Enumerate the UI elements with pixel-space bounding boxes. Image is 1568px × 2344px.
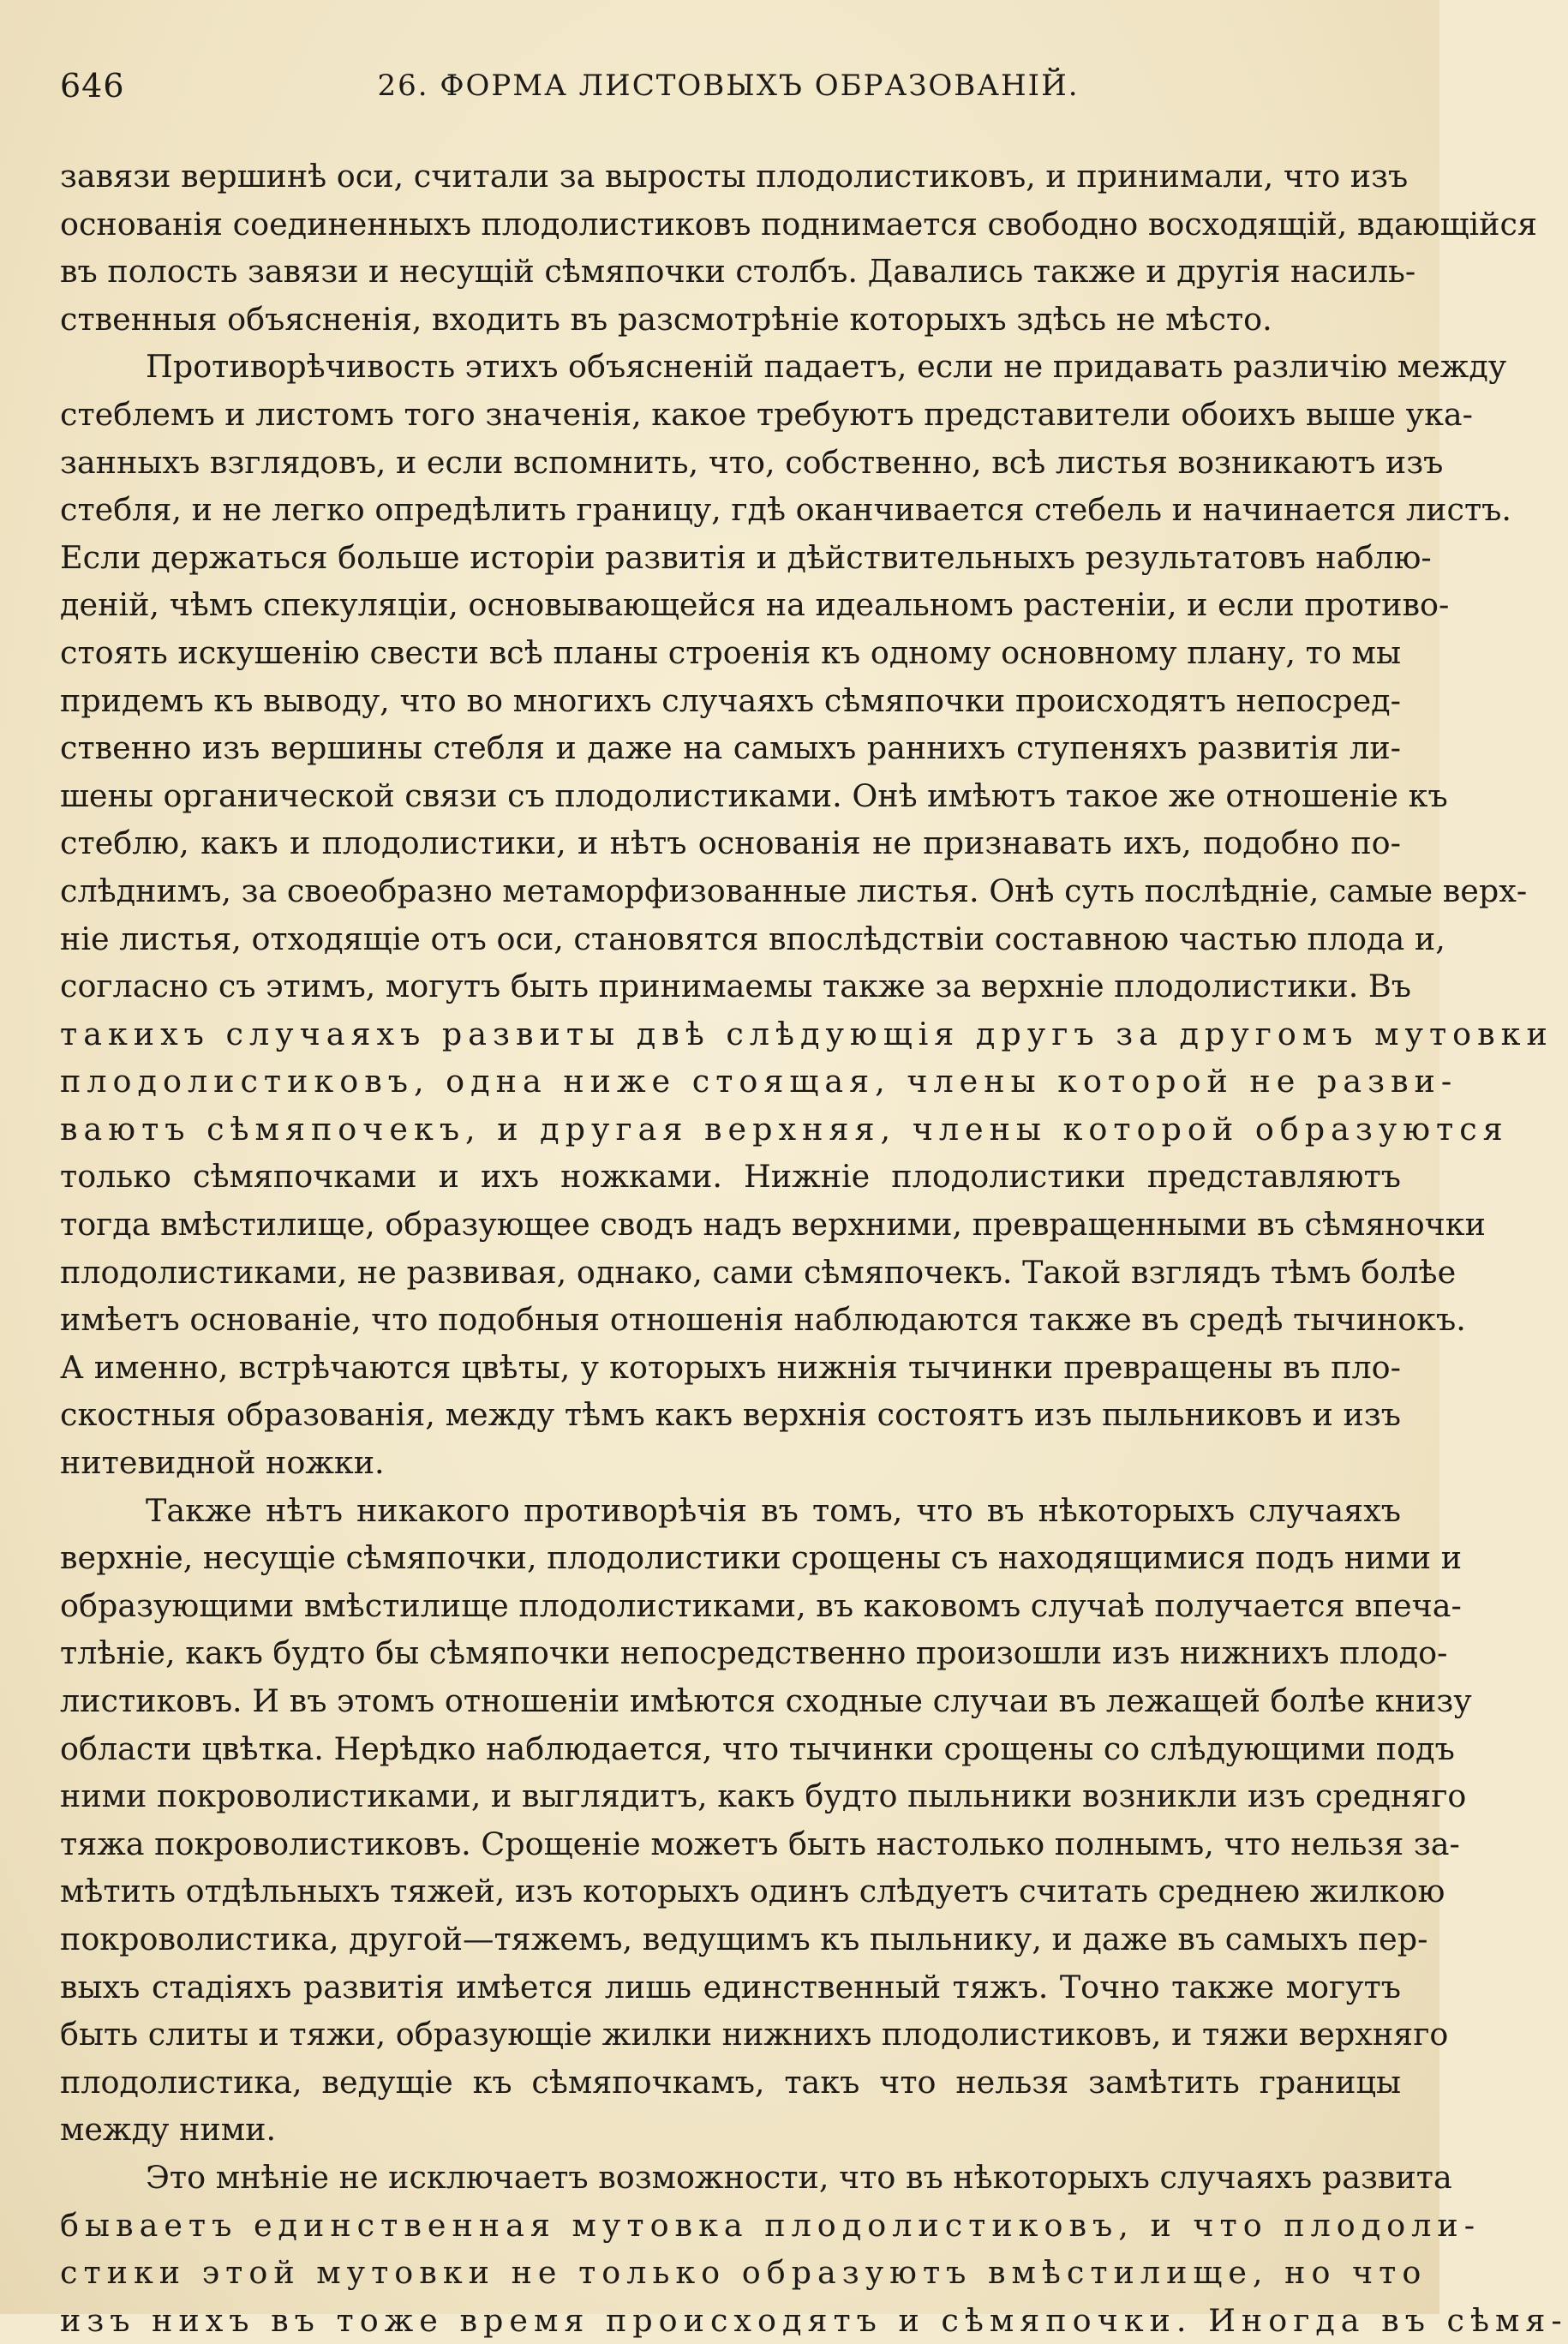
text-line: имѣетъ основаніе, что подобныя отношенія наблюдаются также въ средѣ тычинокъ.	[60, 1301, 1466, 1339]
text-line: тяжа покроволистиковъ. Срощеніе можетъ быть настолько полнымъ, что нельзя за-	[60, 1825, 1460, 1862]
text-line: мѣтить отдѣльныхъ тяжей, изъ которыхъ одинъ слѣдуетъ считать среднею жилкою	[60, 1873, 1445, 1910]
page-header	[60, 67, 1397, 110]
text-line: скостныя образованія, между тѣмъ какъ верхнія состоятъ изъ пыльниковъ и изъ	[60, 1396, 1401, 1434]
text-line: ственныя объясненія, входить въ разсмотрѣніе которыхъ здѣсь не мѣсто.	[60, 300, 1272, 338]
spaced-text-line: стики этой мутовки не только образуютъ вмѣстилище, но что	[60, 2254, 1427, 2292]
text-line: только сѣмяпочками и ихъ ножками. Нижніе плодолистики представляютъ	[60, 1158, 1401, 1196]
text-line: основанія соединенныхъ плодолистиковъ поднимается свободно восходящій, вдающійся	[60, 205, 1537, 243]
text-line: выхъ стадіяхъ развитія имѣется лишь единственный тяжъ. Точно также могутъ	[60, 1968, 1401, 2005]
text-line: образующими вмѣстилище плодолистиками, въ каковомъ случаѣ получается впеча-	[60, 1586, 1462, 1624]
body-text	[60, 153, 1568, 2344]
text-line: стеблемъ и листомъ того значенія, какое требуютъ представители обоихъ выше ука-	[60, 395, 1474, 433]
spaced-text-line: ваютъ сѣмяпочекъ, и другая верхняя, члены которой образуются	[60, 1110, 1509, 1148]
spaced-text-line: изъ нихъ въ тоже время происходятъ и сѣмяпочки. Иногда въ сѣмя-	[60, 2301, 1568, 2339]
text-line: стеблю, какъ и плодолистики, и нѣтъ основанія не признавать ихъ, подобно по-	[60, 824, 1401, 862]
text-line: ними покроволистиками, и выглядитъ, какъ будто пыльники возникли изъ средняго	[60, 1777, 1467, 1815]
spaced-text-line: такихъ случаяхъ развиты двѣ слѣдующія другъ за другомъ мутовки	[60, 1015, 1553, 1052]
text-line: стебля, и не легко опредѣлить границу, гдѣ оканчивается стебель и начинается листъ.	[60, 491, 1511, 529]
spaced-text-line: бываетъ единственная мутовка плодолистиковъ, и что плодоли-	[60, 2206, 1481, 2244]
text-line: между ними.	[60, 2111, 277, 2149]
paragraph-first-line: Противорѣчивость этихъ объясненій падаетъ, если не придавать различію между	[146, 348, 1507, 386]
text-line: согласно съ этимъ, могутъ быть принимаемы также за верхніе плодолистики. Въ	[60, 968, 1411, 1005]
text-line: плодолистиками, не развивая, однако, сами сѣмяпочекъ. Такой взглядъ тѣмъ болѣе	[60, 1253, 1457, 1291]
text-line: нитевидной ножки.	[60, 1444, 385, 1482]
paragraph-first-line: Также нѣтъ никакого противорѣчія въ томъ, что въ нѣкоторыхъ случаяхъ	[146, 1491, 1401, 1529]
text-line: покроволистика, другой—тяжемъ, ведущимъ къ пыльнику, и даже въ самыхъ пер-	[60, 1920, 1428, 1957]
text-line: стоять искушенію свести всѣ планы строенія къ одному основному плану, то мы	[60, 633, 1401, 671]
text-line: занныхъ взглядовъ, и если вспомнить, что, собственно, всѣ листья возникаютъ изъ	[60, 443, 1444, 481]
text-line: тлѣніе, какъ будто бы сѣмяпочки непосредственно произошли изъ нижнихъ плодо-	[60, 1634, 1448, 1672]
text-line: ственно изъ вершины стебля и даже на самыхъ раннихъ ступеняхъ развитія ли-	[60, 729, 1401, 767]
text-line: листиковъ. И въ этомъ отношеніи имѣются сходные случаи въ лежащей болѣе книзу	[60, 1682, 1472, 1719]
text-line: А именно, встрѣчаются цвѣты, у которыхъ нижнія тычинки превращены въ пло-	[60, 1348, 1401, 1386]
text-line: быть слиты и тяжи, образующіе жилки нижнихъ плодолистиковъ, и тяжи верхняго	[60, 2016, 1449, 2053]
text-line: завязи вершинѣ оси, считали за выросты плодолистиковъ, и принимали, что изъ	[60, 158, 1409, 195]
text-line: придемъ къ выводу, что во многихъ случаяхъ сѣмяпочки происходятъ непосред-	[60, 681, 1401, 719]
text-line: плодолистика, ведущіе къ сѣмяпочкамъ, такъ что нельзя замѣтить границы	[60, 2063, 1401, 2101]
text-line: слѣднимъ, за своеобразно метаморфизованные листья. Онѣ суть послѣдніе, самые верх-	[60, 872, 1528, 909]
running-title: 26. ФОРМА ЛИСТОВЫХЪ ОБРАЗОВАНІЙ.	[377, 69, 1080, 103]
text-line: шены органической связи съ плодолистиками. Онѣ имѣютъ такое же отношеніе къ	[60, 776, 1448, 814]
text-line: въ полость завязи и несущій сѣмяпочки столбъ. Давались также и другія насиль-	[60, 253, 1416, 291]
text-line: ніе листья, отходящіе отъ оси, становятся впослѣдствіи составною частью плода и,	[60, 920, 1445, 957]
paragraph-first-line: Это мнѣніе не исключаетъ возможности, что въ нѣкоторыхъ случаяхъ развита	[146, 2158, 1452, 2196]
text-line: тогда вмѣстилище, образующее сводъ надъ верхними, превращенными въ сѣмяночки	[60, 1206, 1486, 1244]
spaced-text-line: плодолистиковъ, одна ниже стоящая, члены которой не разви-	[60, 1063, 1458, 1100]
text-line: области цвѣтка. Нерѣдко наблюдается, что тычинки срощены со слѣдующими подъ	[60, 1730, 1455, 1767]
text-line: деній, чѣмъ спекуляціи, основывающейся на идеальномъ растеніи, и если противо-	[60, 586, 1450, 624]
text-line: Если держаться больше исторіи развитія и дѣйствительныхъ результатовъ наблю-	[60, 538, 1432, 576]
page-number: 646	[60, 67, 125, 105]
text-line: верхніе, несущіе сѣмяпочки, плодолистики срощены съ находящимися подъ ними и	[60, 1539, 1463, 1577]
